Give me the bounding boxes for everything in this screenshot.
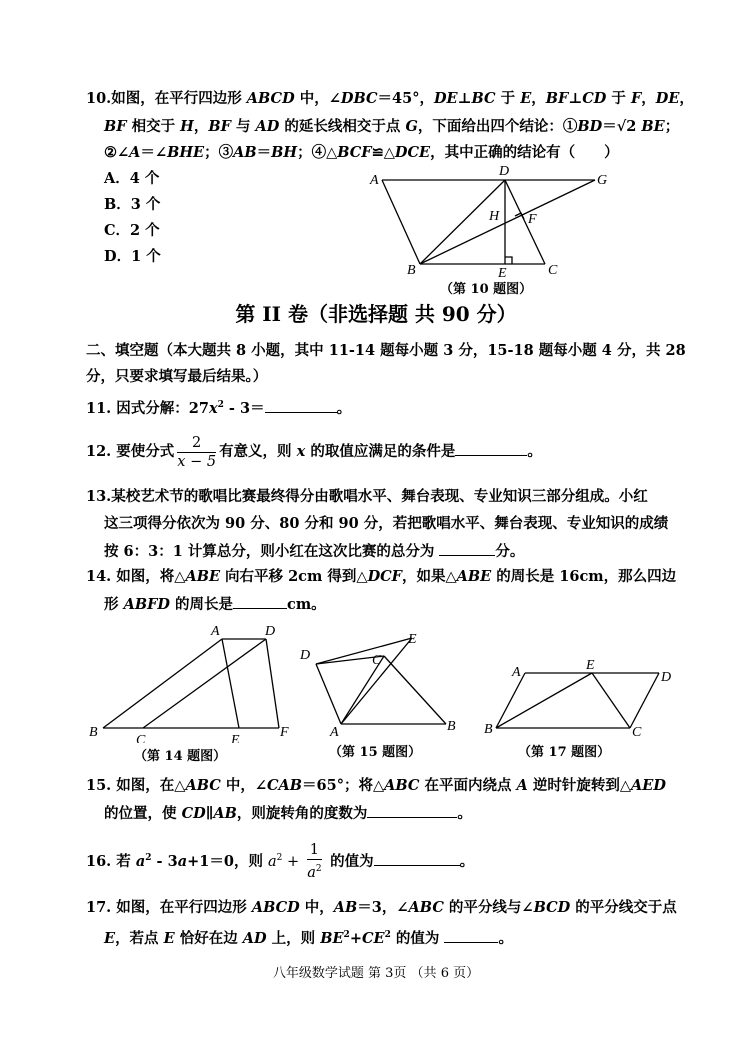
q10-option-a: A．4 个 — [104, 170, 160, 187]
q10-option-b: B．3 个 — [104, 196, 161, 213]
q13-line1: 13.某校艺术节的歌唱比赛最终得分由歌唱水平、舞台表现、专业知识三部分组成。小红 — [86, 488, 648, 505]
fig10-line-bg — [420, 180, 595, 264]
q12: 12. 要使分式 $\frac{2}{x - 5}$ 有意义，则 x 的取值应满足的条件是 。 — [86, 434, 542, 470]
fig15-line-da — [316, 664, 341, 724]
fig14-label-c: C — [136, 733, 146, 743]
fig15-label-d: D — [300, 648, 311, 663]
fig10-label-c: C — [548, 263, 558, 278]
q11: 11. 因式分解：$27x^2 - 3=$ 。 — [86, 399, 352, 417]
figure-17-caption: （第 17 题图） — [518, 745, 611, 760]
fig17-label-a: A — [512, 665, 521, 680]
fig10-label-h: H — [489, 209, 500, 224]
fig14-label-f: F — [280, 725, 289, 740]
fig14-label-b: B — [89, 725, 98, 740]
figure-10-caption: （第 10 题图） — [440, 282, 533, 297]
fig10-line-ab — [382, 180, 420, 264]
part2-heading-line1: 二、填空题（本大题共 8 小题，其中 11-14 题每小题 3 分，15-18 题每小题 4 分，共 28 — [86, 342, 686, 359]
q17-line1: 17. 如图，在平行四边形 ABCD 中，AB＝3，∠ABC 的平分线与∠BCD 的平分线交于点 — [86, 899, 677, 916]
fig14-line-ae — [222, 639, 239, 728]
fig15-label-c: C — [372, 653, 382, 668]
figure-17 — [484, 656, 684, 738]
q15-line2: 的位置，使 CD∥AB，则旋转角的度数为 。 — [104, 805, 472, 822]
fig10-label-b: B — [407, 263, 416, 278]
q13-line3: 按 6：3：1 计算总分，则小红在这次比赛的总分为 分。 — [104, 543, 525, 560]
fig10-label-d: D — [499, 164, 510, 179]
q12-fraction: $\frac{2}{x - 5}$ — [177, 434, 217, 470]
figure-15-caption: （第 15 题图） — [329, 745, 422, 760]
fig10-label-a: A — [370, 173, 379, 188]
figure-14-caption: （第 14 题图） — [134, 749, 227, 764]
q14-line2: 形 ABFD 的周长是 cm。 — [104, 596, 326, 613]
fig17-label-d: D — [661, 670, 672, 685]
q13-line2: 这三项得分依次为 90 分、80 分和 90 分，若把歌唱水平、舞台表现、专业知识的成绩 — [104, 515, 669, 532]
fig14-label-a: A — [211, 624, 220, 639]
q14-answer-blank[interactable] — [233, 594, 287, 609]
fig17-label-e: E — [586, 658, 595, 673]
fig14-label-e: E — [231, 733, 240, 743]
fig17-line-ec — [592, 673, 630, 728]
fig10-label-f: F — [528, 212, 537, 227]
q10-option-c: C．2 个 — [104, 222, 160, 239]
fig15-label-a: A — [330, 725, 339, 738]
fig10-label-e: E — [498, 266, 507, 280]
q15-answer-blank[interactable] — [367, 803, 457, 818]
fig14-label-d: D — [265, 624, 276, 639]
q16-answer-blank[interactable] — [374, 851, 460, 866]
fig15-line-de — [316, 638, 412, 664]
q10-line3: ②∠A＝∠BHE；③AB＝BH；④△BCF≌△DCE，其中正确的结论有（ ） — [104, 144, 619, 161]
q16-fraction: $\frac{1}{a^2}$ — [307, 842, 322, 882]
fig15-line-ea — [341, 638, 412, 724]
fig10-line-dc — [505, 180, 545, 264]
q10-line1: 10.如图，在平行四边形 ABCD 中，∠DBC＝45°，DE⊥BC 于 E，BF⊥CD 于 F，DE， — [86, 90, 694, 107]
q17-line2: E，若点 E 恰好在边 AD 上，则 $BE^2+CE^2$ 的值为 。 — [104, 929, 513, 947]
fig14-line-df — [266, 639, 279, 728]
q14-line1: 14. 如图，将△ABE 向右平移 2cm 得到△DCF，如果△ABE 的周长是 16cm，那么四边 — [86, 568, 677, 585]
fig17-label-b: B — [484, 722, 493, 737]
fig10-right-angle-e — [505, 257, 512, 264]
q15-line1: 15. 如图，在△ABC 中，∠CAB＝65°；将△ABC 在平面内绕点 A 逆时针旋转到△AED — [86, 777, 666, 794]
fig17-line-dc — [630, 673, 659, 728]
q11-answer-blank[interactable] — [265, 398, 337, 413]
part2-heading-line2: 分，只要求填写最后结果。） — [86, 368, 268, 385]
q12-answer-blank[interactable] — [455, 441, 527, 456]
q16: 16. 若 $a^2 - 3a+1=0$，则 $a^2$ + $\frac{1}{a^2}$ 的值为 。 — [86, 842, 475, 882]
fig15-label-e: E — [408, 632, 417, 647]
q13-answer-blank[interactable] — [439, 541, 495, 556]
q10-line2: BF 相交于 H，BF 与 AD 的延长线相交于点 G，下面给出四个结论：①BD＝√2 BE； — [104, 118, 680, 135]
section-title: 第 II 卷（非选择题 共 90 分） — [235, 302, 517, 326]
page-footer: 八年级数学试题 第 3页 （共 6 页） — [272, 966, 480, 981]
fig15-label-b: B — [447, 719, 456, 734]
q17-answer-blank[interactable] — [444, 928, 498, 943]
fig10-label-g: G — [597, 173, 608, 188]
fig17-label-c: C — [632, 725, 642, 738]
figure-15 — [294, 626, 464, 738]
fig15-line-cb — [384, 656, 446, 724]
figure-10 — [365, 160, 625, 280]
q10-option-d: D．1 个 — [104, 248, 161, 265]
figure-14 — [86, 618, 306, 743]
